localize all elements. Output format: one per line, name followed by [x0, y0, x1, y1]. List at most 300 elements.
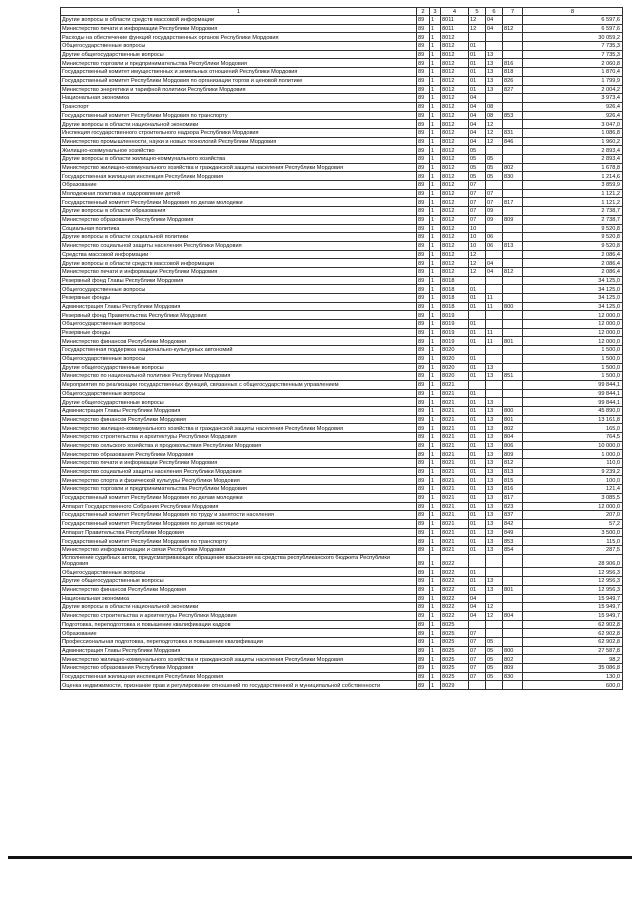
cell-col7 — [503, 120, 523, 129]
cell-col7: 816 — [503, 59, 523, 68]
cell-col4: 8012 — [441, 50, 469, 59]
cell-col5: 04 — [469, 102, 486, 111]
amount-cell: 121,4 — [523, 485, 623, 494]
cell-col6: 13 — [486, 59, 503, 68]
cell-col7 — [503, 42, 523, 51]
table-row — [61, 241, 623, 250]
amount-cell: 34 125,0 — [523, 285, 623, 294]
cell-col6: 05 — [486, 646, 503, 655]
cell-col7 — [503, 276, 523, 285]
amount-cell: 45 890,0 — [523, 406, 623, 415]
cell-col7 — [503, 259, 523, 268]
cell-col4: 8025 — [441, 637, 469, 646]
cell-col7 — [503, 389, 523, 398]
cell-col6 — [486, 250, 503, 259]
cell-col5: 01 — [469, 485, 486, 494]
cell-col6: 05 — [486, 163, 503, 172]
row-name-cell: Образование — [61, 181, 417, 190]
row-name-cell: Министерство жилищно-коммунального хозяйства и гражданской защиты населения Республики Мордовия — [61, 655, 417, 664]
row-name-cell: Министерство информатизации и связи Республики Мордовия — [61, 545, 417, 554]
cell-col7: 804 — [503, 433, 523, 442]
table-row — [61, 320, 623, 329]
row-name-cell: Другие вопросы в области образования — [61, 207, 417, 216]
cell-col4: 8021 — [441, 398, 469, 407]
table-row — [61, 233, 623, 242]
row-name-cell: Министерство строительства и архитектуры Республики Мордовия — [61, 611, 417, 620]
cell-col7: 853 — [503, 111, 523, 120]
cell-col3: 1 — [430, 215, 441, 224]
cell-col6 — [486, 224, 503, 233]
row-name-cell: Государственный комитет Республики Мордовия по делам молодежи — [61, 198, 417, 207]
cell-col2: 89 — [417, 433, 430, 442]
table-row — [61, 328, 623, 337]
amount-cell: 2 893,4 — [523, 146, 623, 155]
cell-col6 — [486, 629, 503, 638]
cell-col5: 01 — [469, 459, 486, 468]
row-name-cell: Министерство торговли и предпринимательства Республики Мордовия — [61, 59, 417, 68]
table-row — [61, 646, 623, 655]
amount-cell: 1 678,8 — [523, 163, 623, 172]
row-name-cell: Министерство промышленности, науки и новых технологий Республики Мордовия — [61, 137, 417, 146]
cell-col3: 1 — [430, 441, 441, 450]
cell-col6: 07 — [486, 198, 503, 207]
cell-col2: 89 — [417, 655, 430, 664]
cell-col2: 89 — [417, 620, 430, 629]
cell-col3: 1 — [430, 655, 441, 664]
cell-col7 — [503, 328, 523, 337]
cell-col2: 89 — [417, 346, 430, 355]
cell-col4: 8021 — [441, 424, 469, 433]
cell-col5: 01 — [469, 511, 486, 520]
cell-col5: 07 — [469, 655, 486, 664]
cell-col5: 01 — [469, 467, 486, 476]
cell-col5: 01 — [469, 433, 486, 442]
row-name-cell: Другие общегосударственные вопросы — [61, 398, 417, 407]
amount-cell: 115,0 — [523, 537, 623, 546]
table-row — [61, 181, 623, 190]
amount-cell: 9 520,8 — [523, 233, 623, 242]
cell-col3: 1 — [430, 155, 441, 164]
cell-col4: 8019 — [441, 320, 469, 329]
cell-col7 — [503, 594, 523, 603]
cell-col5: 01 — [469, 528, 486, 537]
amount-cell: 1 960,2 — [523, 137, 623, 146]
row-name-cell: Министерство финансов Республики Мордовия — [61, 585, 417, 594]
cell-col3: 1 — [430, 294, 441, 303]
amount-cell: 100,0 — [523, 476, 623, 485]
cell-col7: 812 — [503, 267, 523, 276]
cell-col7: 816 — [503, 485, 523, 494]
cell-col3: 1 — [430, 603, 441, 612]
cell-col7: 802 — [503, 655, 523, 664]
cell-col5 — [469, 33, 486, 42]
amount-cell: 12 956,3 — [523, 585, 623, 594]
cell-col7 — [503, 380, 523, 389]
row-name-cell: Средства массовой информации — [61, 250, 417, 259]
cell-col5: 01 — [469, 502, 486, 511]
cell-col3: 1 — [430, 346, 441, 355]
cell-col7: 830 — [503, 672, 523, 681]
cell-col4: 8022 — [441, 577, 469, 586]
table-row — [61, 363, 623, 372]
cell-col5: 07 — [469, 637, 486, 646]
row-name-cell: Министерство образования Республики Мордовия — [61, 664, 417, 673]
cell-col2: 89 — [417, 637, 430, 646]
cell-col3: 1 — [430, 85, 441, 94]
cell-col4: 8025 — [441, 629, 469, 638]
row-name-cell: Министерство жилищно-коммунального хозяйства и гражданской защиты населения Республики Мордовия — [61, 424, 417, 433]
table-row — [61, 493, 623, 502]
cell-col6: 04 — [486, 259, 503, 268]
cell-col3: 1 — [430, 198, 441, 207]
cell-col6: 11 — [486, 294, 503, 303]
table-row — [61, 111, 623, 120]
cell-col7: 809 — [503, 450, 523, 459]
cell-col3: 1 — [430, 672, 441, 681]
cell-col2: 89 — [417, 294, 430, 303]
cell-col4: 8022 — [441, 554, 469, 568]
cell-col6 — [486, 346, 503, 355]
cell-col4: 8021 — [441, 476, 469, 485]
cell-col5: 01 — [469, 450, 486, 459]
cell-col2: 89 — [417, 519, 430, 528]
cell-col7 — [503, 311, 523, 320]
cell-col4: 8012 — [441, 250, 469, 259]
cell-col2: 89 — [417, 16, 430, 25]
cell-col4: 8012 — [441, 267, 469, 276]
row-name-cell: Национальная экономика — [61, 94, 417, 103]
cell-col7 — [503, 681, 523, 690]
cell-col4: 8012 — [441, 172, 469, 181]
cell-col3: 1 — [430, 276, 441, 285]
cell-col7: 802 — [503, 424, 523, 433]
cell-col3: 1 — [430, 577, 441, 586]
row-name-cell: Общегосударственные вопросы — [61, 354, 417, 363]
cell-col7 — [503, 189, 523, 198]
cell-col4: 8012 — [441, 181, 469, 190]
table-row — [61, 554, 623, 568]
cell-col7 — [503, 224, 523, 233]
cell-col5: 12 — [469, 267, 486, 276]
cell-col5: 01 — [469, 406, 486, 415]
amount-cell: 2 004,2 — [523, 85, 623, 94]
cell-col2: 89 — [417, 120, 430, 129]
cell-col5: 01 — [469, 302, 486, 311]
amount-cell: 1 500,0 — [523, 346, 623, 355]
cell-col3: 1 — [430, 146, 441, 155]
column-number-header: 4 — [441, 8, 469, 16]
row-name-cell: Другие общегосударственные вопросы — [61, 363, 417, 372]
row-name-cell: Другие вопросы в области социальной политики — [61, 233, 417, 242]
cell-col5: 01 — [469, 493, 486, 502]
cell-col6: 12 — [486, 120, 503, 129]
cell-col6: 12 — [486, 137, 503, 146]
row-name-cell: Министерство жилищно-коммунального хозяйства и гражданской защиты населения Республики Мордовия — [61, 163, 417, 172]
cell-col6: 08 — [486, 102, 503, 111]
cell-col5 — [469, 311, 486, 320]
cell-col5: 05 — [469, 155, 486, 164]
cell-col2: 89 — [417, 450, 430, 459]
cell-col7: 802 — [503, 163, 523, 172]
table-row — [61, 302, 623, 311]
cell-col2: 89 — [417, 215, 430, 224]
page-bottom-rule — [8, 856, 632, 859]
table-row — [61, 128, 623, 137]
cell-col2: 89 — [417, 85, 430, 94]
cell-col7: 837 — [503, 511, 523, 520]
column-number-header-row — [61, 8, 623, 16]
cell-col2: 89 — [417, 146, 430, 155]
row-name-cell: Резервные фонды — [61, 294, 417, 303]
cell-col2: 89 — [417, 611, 430, 620]
cell-col7: 849 — [503, 528, 523, 537]
table-row — [61, 33, 623, 42]
cell-col2: 89 — [417, 603, 430, 612]
cell-col5: 07 — [469, 189, 486, 198]
cell-col6: 13 — [486, 577, 503, 586]
cell-col6 — [486, 285, 503, 294]
cell-col6 — [486, 311, 503, 320]
cell-col6: 12 — [486, 603, 503, 612]
cell-col7: 830 — [503, 172, 523, 181]
row-name-cell: Исполнение судебных актов, предусматривающих обращение взыскания на средства республиканского бюджета Республики Мордовия — [61, 554, 417, 568]
cell-col5 — [469, 681, 486, 690]
cell-col5: 10 — [469, 241, 486, 250]
cell-col3: 1 — [430, 476, 441, 485]
cell-col3: 1 — [430, 363, 441, 372]
row-name-cell: Администрация Главы Республики Мордовия — [61, 302, 417, 311]
amount-cell: 2 086,4 — [523, 259, 623, 268]
cell-col2: 89 — [417, 189, 430, 198]
cell-col7: 801 — [503, 415, 523, 424]
row-name-cell: Мероприятия по реализации государственных функций, связанных с общегосударственным управлением — [61, 380, 417, 389]
cell-col3: 1 — [430, 433, 441, 442]
cell-col6: 13 — [486, 363, 503, 372]
row-name-cell: Другие общегосударственные вопросы — [61, 50, 417, 59]
cell-col2: 89 — [417, 163, 430, 172]
row-name-cell: Министерство социальной защиты населения Республики Мордовия — [61, 467, 417, 476]
table-row — [61, 433, 623, 442]
cell-col5: 04 — [469, 594, 486, 603]
cell-col3: 1 — [430, 59, 441, 68]
cell-col6: 13 — [486, 450, 503, 459]
cell-col5: 12 — [469, 259, 486, 268]
table-row — [61, 172, 623, 181]
cell-col7: 853 — [503, 537, 523, 546]
cell-col4: 8025 — [441, 620, 469, 629]
amount-cell: 12 000,0 — [523, 337, 623, 346]
amount-cell: 3 973,4 — [523, 94, 623, 103]
cell-col4: 8021 — [441, 441, 469, 450]
row-name-cell: Транспорт — [61, 102, 417, 111]
amount-cell: 6 597,6 — [523, 16, 623, 25]
cell-col6: 13 — [486, 398, 503, 407]
table-row — [61, 620, 623, 629]
table-row — [61, 603, 623, 612]
cell-col4: 8021 — [441, 545, 469, 554]
cell-col2: 89 — [417, 155, 430, 164]
row-name-cell: Министерство финансов Республики Мордовия — [61, 337, 417, 346]
table-row — [61, 146, 623, 155]
amount-cell: 15 949,7 — [523, 603, 623, 612]
cell-col2: 89 — [417, 406, 430, 415]
cell-col4: 8021 — [441, 389, 469, 398]
cell-col7 — [503, 294, 523, 303]
cell-col4: 8012 — [441, 137, 469, 146]
cell-col4: 8025 — [441, 655, 469, 664]
cell-col2: 89 — [417, 363, 430, 372]
cell-col3: 1 — [430, 406, 441, 415]
table-row — [61, 337, 623, 346]
cell-col6: 04 — [486, 16, 503, 25]
table-body — [61, 8, 623, 690]
cell-col5: 01 — [469, 415, 486, 424]
row-name-cell: Общегосударственные вопросы — [61, 42, 417, 51]
cell-col3: 1 — [430, 554, 441, 568]
cell-col4: 8012 — [441, 146, 469, 155]
cell-col2: 89 — [417, 320, 430, 329]
cell-col2: 89 — [417, 276, 430, 285]
amount-cell: 6 597,6 — [523, 24, 623, 33]
cell-col4: 8012 — [441, 215, 469, 224]
cell-col3: 1 — [430, 424, 441, 433]
cell-col5: 12 — [469, 250, 486, 259]
table-row — [61, 519, 623, 528]
cell-col4: 8012 — [441, 111, 469, 120]
cell-col3: 1 — [430, 620, 441, 629]
cell-col5: 01 — [469, 42, 486, 51]
cell-col3: 1 — [430, 233, 441, 242]
cell-col3: 1 — [430, 594, 441, 603]
cell-col2: 89 — [417, 389, 430, 398]
cell-col6: 13 — [486, 476, 503, 485]
cell-col3: 1 — [430, 120, 441, 129]
cell-col4: 8011 — [441, 16, 469, 25]
row-name-cell: Аппарат Правительства Республики Мордовия — [61, 528, 417, 537]
cell-col6: 13 — [486, 545, 503, 554]
cell-col4: 8021 — [441, 511, 469, 520]
cell-col6: 09 — [486, 215, 503, 224]
table-row — [61, 85, 623, 94]
amount-cell: 15 949,7 — [523, 594, 623, 603]
amount-cell: 2 738,7 — [523, 215, 623, 224]
cell-col4: 8012 — [441, 259, 469, 268]
cell-col7 — [503, 250, 523, 259]
row-name-cell: Другие общегосударственные вопросы — [61, 577, 417, 586]
cell-col4: 8011 — [441, 24, 469, 33]
table-row — [61, 76, 623, 85]
table-row — [61, 224, 623, 233]
cell-col5: 10 — [469, 224, 486, 233]
cell-col3: 1 — [430, 459, 441, 468]
cell-col3: 1 — [430, 42, 441, 51]
cell-col2: 89 — [417, 372, 430, 381]
amount-cell: 62 902,8 — [523, 629, 623, 638]
cell-col6: 13 — [486, 585, 503, 594]
cell-col7: 815 — [503, 476, 523, 485]
cell-col6: 13 — [486, 537, 503, 546]
cell-col5: 04 — [469, 120, 486, 129]
cell-col5: 01 — [469, 441, 486, 450]
cell-col3: 1 — [430, 485, 441, 494]
cell-col6: 13 — [486, 441, 503, 450]
cell-col2: 89 — [417, 585, 430, 594]
table-row — [61, 137, 623, 146]
row-name-cell: Другие вопросы в области национальной экономики — [61, 120, 417, 129]
cell-col6 — [486, 181, 503, 190]
amount-cell: 34 125,0 — [523, 302, 623, 311]
cell-col5: 01 — [469, 398, 486, 407]
row-name-cell: Общегосударственные вопросы — [61, 285, 417, 294]
table-row — [61, 459, 623, 468]
cell-col6: 12 — [486, 611, 503, 620]
amount-cell: 1 870,4 — [523, 68, 623, 77]
column-number-header: 5 — [469, 8, 486, 16]
cell-col2: 89 — [417, 128, 430, 137]
table-row — [61, 502, 623, 511]
amount-cell: 3 500,0 — [523, 528, 623, 537]
cell-col3: 1 — [430, 181, 441, 190]
cell-col4: 8020 — [441, 346, 469, 355]
cell-col2: 89 — [417, 398, 430, 407]
table-row — [61, 568, 623, 577]
row-name-cell: Министерство образования Республики Мордовия — [61, 215, 417, 224]
amount-cell: 926,4 — [523, 102, 623, 111]
cell-col5: 01 — [469, 389, 486, 398]
cell-col7: 827 — [503, 85, 523, 94]
cell-col3: 1 — [430, 250, 441, 259]
cell-col6: 05 — [486, 637, 503, 646]
amount-cell: 57,2 — [523, 519, 623, 528]
row-name-cell: Общегосударственные вопросы — [61, 568, 417, 577]
cell-col7 — [503, 16, 523, 25]
cell-col2: 89 — [417, 424, 430, 433]
cell-col3: 1 — [430, 380, 441, 389]
cell-col5: 01 — [469, 372, 486, 381]
cell-col4: 8022 — [441, 568, 469, 577]
cell-col4: 8025 — [441, 672, 469, 681]
cell-col4: 8021 — [441, 528, 469, 537]
row-name-cell: Расходы на обеспечение функций государственных органов Республики Мордовия — [61, 33, 417, 42]
cell-col2: 89 — [417, 111, 430, 120]
row-name-cell: Подготовка, переподготовка и повышение квалификации кадров — [61, 620, 417, 629]
cell-col4: 8012 — [441, 120, 469, 129]
row-name-cell: Государственная жилищная инспекция Республики Мордовия — [61, 672, 417, 681]
table-row — [61, 207, 623, 216]
cell-col4: 8012 — [441, 94, 469, 103]
cell-col5: 01 — [469, 537, 486, 546]
table-row — [61, 50, 623, 59]
cell-col6: 06 — [486, 241, 503, 250]
column-number-header: 3 — [430, 8, 441, 16]
cell-col2: 89 — [417, 137, 430, 146]
cell-col3: 1 — [430, 172, 441, 181]
cell-col3: 1 — [430, 102, 441, 111]
cell-col5: 05 — [469, 163, 486, 172]
amount-cell: 1 086,8 — [523, 128, 623, 137]
amount-cell: 2 060,8 — [523, 59, 623, 68]
amount-cell: 207,0 — [523, 511, 623, 520]
cell-col2: 89 — [417, 664, 430, 673]
table-row — [61, 259, 623, 268]
cell-col7: 813 — [503, 467, 523, 476]
table-row — [61, 311, 623, 320]
table-row — [61, 545, 623, 554]
row-name-cell: Государственный комитет имущественных и земельных отношений Республики Мордовия — [61, 68, 417, 77]
cell-col4: 8025 — [441, 664, 469, 673]
table-row — [61, 655, 623, 664]
cell-col2: 89 — [417, 285, 430, 294]
